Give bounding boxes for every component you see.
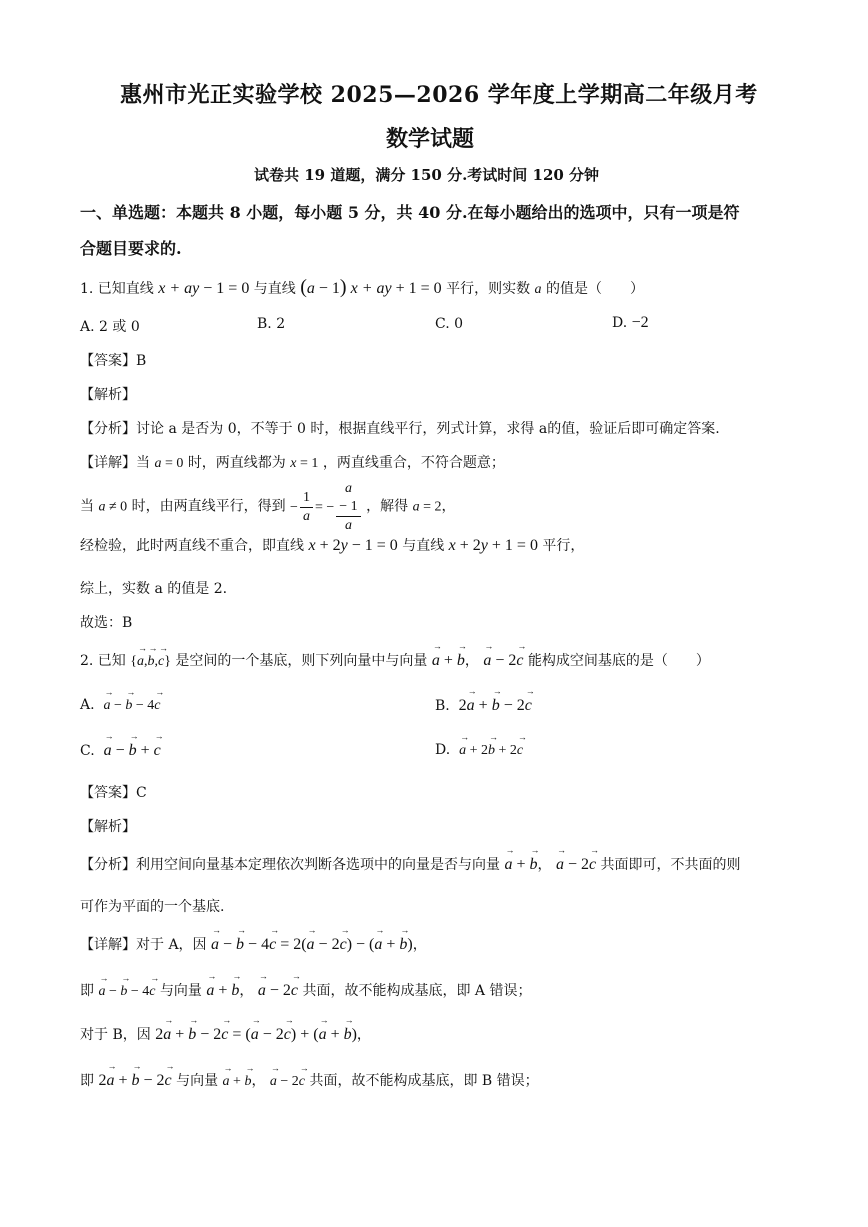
q2-option-a-label: A.	[80, 697, 95, 713]
q1-detail1-formula-1: a = 0	[154, 456, 184, 471]
exam-title: 惠州市光正实验学校 2025—2026 学年度上学期高二年级月考	[120, 82, 758, 108]
q1-detail2-formula-1: a ≠ 0	[98, 499, 128, 515]
q1-detail-3	[80, 535, 584, 555]
q2-detailA2-text-a: 即	[80, 983, 94, 999]
exam-info: 试卷共 19 道题，满分 150 分.考试时间 120 分钟	[254, 166, 600, 184]
q1-detail3-text-b: 与直线	[402, 538, 445, 554]
q2-option-b	[435, 697, 532, 715]
q2-stem-text-c: 能构成空间基底的是（ ）	[527, 653, 710, 669]
q1-stem-text-d: 的值是（ ）	[546, 281, 644, 297]
q2-stem: 2. 已知 {→ a,→ b,→ c} 是空间的一个基底，则下列向量中与向量 → a + → b， → a − 2→ c 能构成空间基底的是（ ）	[80, 650, 710, 670]
q2-detailB2-vec-1: 2→ a + → b − 2→ c	[98, 1072, 171, 1089]
q2-detailA-formula: → a − → b − 4→ c = 2(→ a − 2→ c) − (→ a + → b)	[211, 936, 413, 953]
q1-choose: 故选：B	[80, 615, 133, 631]
q1-option-d-label: D.	[612, 315, 628, 331]
q1-summary: 综上，实数 a 的值是 2.	[80, 581, 228, 597]
q1-line2-formula: (a − 1) x + ay + 1 = 0	[300, 276, 442, 298]
q2-detailB-formula: 2→ a + → b − 2→ c = (→ a − 2→ c) + (→ a + → b)	[155, 1026, 357, 1043]
q2-detailA2-text-b: 与向量	[159, 983, 202, 999]
q2-option-d	[435, 742, 523, 759]
q2-option-d-label: D.	[435, 742, 451, 758]
q2-fenxi-line2: 可作为平面的一个基底.	[80, 899, 225, 915]
q2-detailB2-vec-2: → a + → b	[223, 1074, 252, 1089]
q1-option-c: C. 0	[435, 316, 464, 332]
q2-option-b-expr: 2→ a + → b − 2→ c	[459, 697, 532, 714]
q2-option-a	[80, 697, 161, 714]
q2-vector-1: → a + → b	[432, 652, 465, 669]
q2-jiexi: 【解析】	[80, 819, 136, 835]
q2-stem-text-a: 2. 已知	[80, 653, 126, 669]
q1-fenxi: 【分析】讨论 a 是否为 0，不等于 0 时，根据直线平行，列式计算，求得 a的值，验证后即可确定答案.	[80, 421, 720, 437]
q1-stem-text-b: 与直线	[253, 281, 296, 297]
q2-detailA2-text-c: 共面，故不能构成基底，即 A 错误；	[302, 983, 532, 999]
q1-option-a: A. 2 或 0	[80, 319, 140, 335]
q1-option-d	[612, 314, 649, 332]
q2-detailB2-text-b: 与向量	[176, 1073, 219, 1089]
section-heading-line2: 合题目要求的.	[80, 239, 182, 258]
q2-option-d-expr: → a + 2→ b + 2→ c	[459, 743, 523, 758]
q1-detail2-text-a: 当	[80, 498, 94, 515]
q1-detail3-text-c: 平行，	[542, 538, 585, 554]
q1-detail3-formula-2: x + 2y + 1 = 0	[448, 537, 538, 554]
q1-line1-formula: x + ay − 1 = 0	[158, 280, 250, 297]
q1-detail2-fraction-eq: − $\frac{1}{a}$ = − a − 1 a	[290, 500, 366, 515]
q1-detail2-text-b: 时，由两直线平行，得到	[131, 498, 286, 515]
q1-detail1-text-a: 【详解】当	[80, 455, 150, 471]
q2-detailA2-vec-3: → a − 2→ c	[258, 982, 298, 999]
q2-detailA2-vec-2: → a + → b	[206, 982, 239, 999]
q1-detail3-text-a: 经检验，此时两直线不重合，即直线	[80, 538, 304, 554]
q1-detail1-text-b: 时，两直线都为	[187, 455, 286, 471]
q2-fenxi-text-b: 共面即可，不共面的则	[600, 857, 741, 873]
q1-detail3-formula-1: x + 2y − 1 = 0	[308, 537, 398, 554]
q1-detail2-text-c: ，解得	[366, 498, 409, 515]
q2-detail-b: 对于 B，因 2→ a + → b − 2→ c = (→ a − 2→ c) + (→ a + → b)，	[80, 1024, 371, 1044]
q1-var-a: a	[534, 282, 542, 297]
q2-option-c	[80, 742, 161, 760]
q2-detailB-text: 对于 B，因	[80, 1027, 151, 1043]
q1-detail1-formula-2: x = 1	[290, 456, 319, 471]
q2-detailB2-vec-3: → a − 2→ c	[270, 1074, 305, 1089]
q2-option-a-expr: → a − → b − 4→ c	[103, 698, 160, 713]
q2-stem-text-b: 是空间的一个基底，则下列向量中与向量	[175, 653, 428, 669]
q2-detailA2-vec-1: → a − → b − 4→ c	[98, 984, 155, 999]
q2-option-c-expr: → a − → b + → c	[104, 742, 161, 759]
q2-detail-b2: 即 2→ a + → b − 2→ c 与向量 → a + → b， → a − 2→ c 共面，故不能构成基底，即 B 错误；	[80, 1070, 539, 1090]
q2-detail-a: 【详解】对于 A，因 → a − → b − 4→ c = 2(→ a − 2→ c) − (→ a + → b)，	[80, 934, 427, 954]
q2-basis-set: {→ a,→ b,→ c}	[130, 654, 171, 669]
q1-stem-text-c: 平行，则实数	[446, 281, 531, 297]
q1-stem	[80, 276, 644, 299]
q1-answer: 【答案】B	[80, 353, 147, 369]
q2-fenxi-vector-2: → a − 2→ c	[556, 856, 596, 873]
q2-detailB2-text-a: 即	[80, 1073, 94, 1089]
q2-detailA-text: 【详解】对于 A，因	[80, 937, 207, 953]
q2-option-b-label: B.	[435, 698, 450, 714]
q1-detail1-text-c: ，两直线重合，不符合题意；	[322, 455, 505, 471]
q1-detail2-formula-2: a = 2	[412, 499, 442, 515]
q1-jiexi: 【解析】	[80, 387, 136, 403]
q2-fenxi-text-a: 【分析】利用空间向量基本定理依次判断各选项中的向量是否与向量	[80, 857, 500, 873]
q2-vector-2: → a − 2→ c	[483, 652, 523, 669]
q2-answer: 【答案】C	[80, 785, 147, 801]
subject-title: 数学试题	[386, 126, 475, 152]
q2-fenxi-vector-1: → a + → b	[504, 856, 537, 873]
q2-option-c-label: C.	[80, 743, 95, 759]
q2-fenxi: 【分析】利用空间向量基本定理依次判断各选项中的向量是否与向量 → a + → b， → a − 2→ c 共面即可，不共面的则	[80, 854, 741, 874]
q1-detail-1	[80, 452, 505, 472]
q2-detailB2-text-c: 共面，故不能构成基底，即 B 错误；	[309, 1073, 539, 1089]
q1-option-d-value: −2	[631, 314, 649, 331]
q1-option-b: B. 2	[257, 316, 286, 332]
section-heading-line1: 一、单选题：本题共 8 小题，每小题 5 分，共 40 分.在每小题给出的选项中，只有一项是符	[80, 203, 740, 222]
q2-detail-a2: 即 → a − → b − 4→ c 与向量 → a + → b， → a − 2→ c 共面，故不能构成基底，即 A 错误；	[80, 980, 531, 1000]
q1-detail-2: 当 a ≠ 0 时，由两直线平行，得到 − $\frac{1}{a}$ = − a − 1 a ，解得 a = 2，	[80, 481, 456, 533]
q1-stem-text-a: 1. 已知直线	[80, 281, 154, 297]
